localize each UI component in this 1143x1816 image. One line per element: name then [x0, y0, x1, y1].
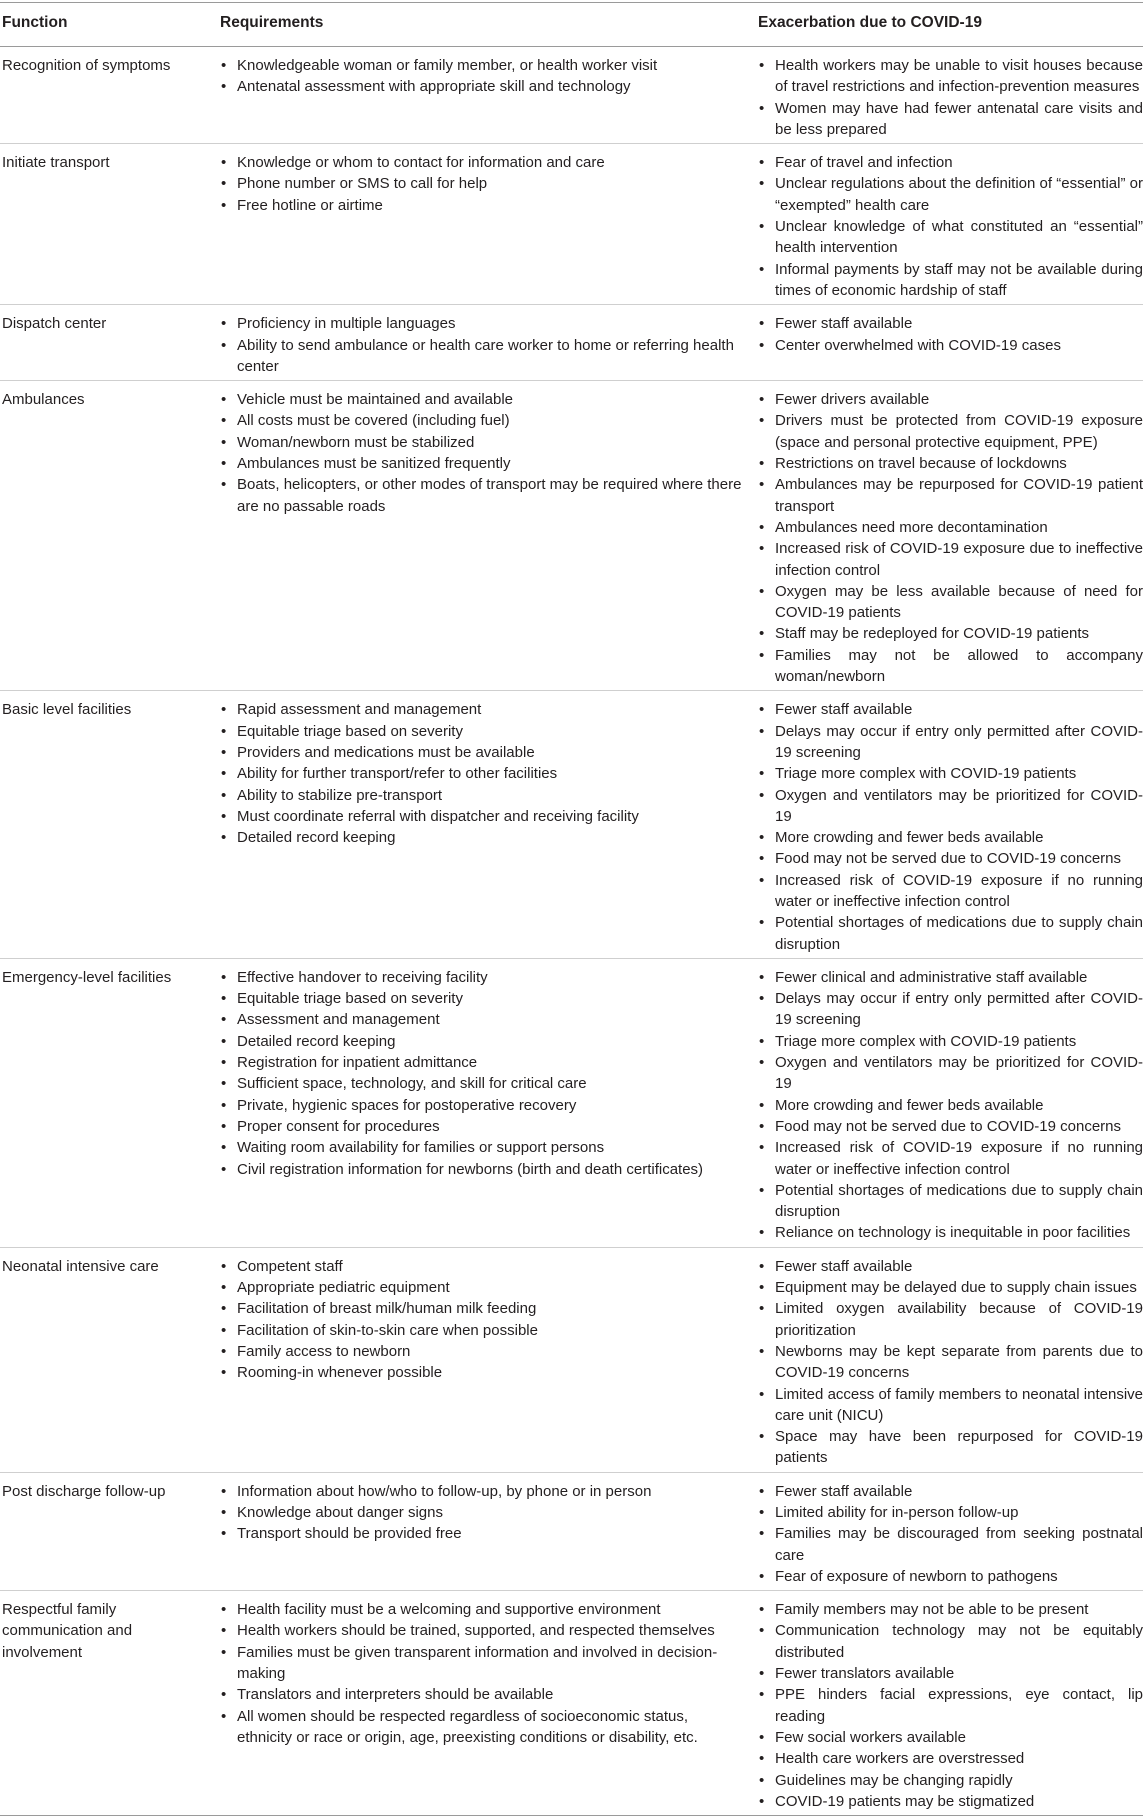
- requirements-item: • Registration for inpatient admittance: [220, 1052, 744, 1073]
- exacerbation-item: • Fewer staff available: [758, 313, 1143, 334]
- requirements-item: • Proficiency in multiple languages: [220, 313, 744, 334]
- requirements-cell: [220, 1247, 758, 1472]
- exacerbation-list: [758, 55, 1143, 140]
- requirements-item: • Rooming-in whenever possible: [220, 1362, 744, 1383]
- exacerbation-list: [758, 313, 1143, 356]
- header-function: Function: [0, 3, 220, 47]
- requirements-item: • Ability for further transport/refer to other facilities: [220, 763, 744, 784]
- table-row: [0, 1591, 1143, 1816]
- requirements-item: • All costs must be covered (including fuel): [220, 410, 744, 431]
- table-header: [0, 3, 1143, 47]
- exacerbation-cell: [758, 1472, 1143, 1590]
- exacerbation-item: • Few social workers available: [758, 1727, 1143, 1748]
- requirements-item: • Family access to newborn: [220, 1341, 744, 1362]
- covid-function-table: [0, 2, 1143, 1816]
- exacerbation-item: • Delays may occur if entry only permitted after COVID-19 screening: [758, 721, 1143, 764]
- exacerbation-item: • Triage more complex with COVID-19 patients: [758, 1031, 1143, 1052]
- exacerbation-item: • Ambulances may be repurposed for COVID-19 patient transport: [758, 474, 1143, 517]
- function-cell: Initiate transport: [0, 144, 220, 305]
- exacerbation-item: • Family members may not be able to be present: [758, 1599, 1143, 1620]
- exacerbation-item: • Limited access of family members to neonatal intensive care unit (NICU): [758, 1384, 1143, 1427]
- exacerbation-item: • Equipment may be delayed due to supply chain issues: [758, 1277, 1143, 1298]
- exacerbation-item: • COVID-19 patients may be stigmatized: [758, 1791, 1143, 1812]
- exacerbation-item: • Delays may occur if entry only permitted after COVID-19 screening: [758, 988, 1143, 1031]
- exacerbation-item: • Staff may be redeployed for COVID-19 patients: [758, 623, 1143, 644]
- exacerbation-item: • Communication technology may not be equitably distributed: [758, 1620, 1143, 1663]
- table-row: [0, 691, 1143, 959]
- exacerbation-item: • Drivers must be protected from COVID-19 exposure (space and personal protective equipment, PPE): [758, 410, 1143, 453]
- exacerbation-item: • Fear of travel and infection: [758, 152, 1143, 173]
- exacerbation-cell: [758, 144, 1143, 305]
- requirements-item: • Free hotline or airtime: [220, 195, 744, 216]
- table-body: [0, 47, 1143, 1816]
- requirements-item: • Ability to send ambulance or health care worker to home or referring health center: [220, 335, 744, 378]
- exacerbation-item: • Unclear regulations about the definition of “essential” or “exempted” health care: [758, 173, 1143, 216]
- exacerbation-item: • Triage more complex with COVID-19 patients: [758, 763, 1143, 784]
- exacerbation-cell: [758, 958, 1143, 1247]
- requirements-item: • Woman/newborn must be stabilized: [220, 432, 744, 453]
- table-row: [0, 47, 1143, 144]
- exacerbation-item: • Food may not be served due to COVID-19 concerns: [758, 848, 1143, 869]
- exacerbation-list: [758, 699, 1143, 955]
- requirements-item: • Appropriate pediatric equipment: [220, 1277, 744, 1298]
- exacerbation-item: • Ambulances need more decontamination: [758, 517, 1143, 538]
- exacerbation-item: • Guidelines may be changing rapidly: [758, 1770, 1143, 1791]
- exacerbation-cell: [758, 47, 1143, 144]
- exacerbation-item: • Increased risk of COVID-19 exposure due to ineffective infection control: [758, 538, 1143, 581]
- requirements-item: • Proper consent for procedures: [220, 1116, 744, 1137]
- requirements-cell: [220, 958, 758, 1247]
- exacerbation-item: • Fewer drivers available: [758, 389, 1143, 410]
- requirements-item: • Civil registration information for newborns (birth and death certificates): [220, 1159, 744, 1180]
- requirements-item: • Detailed record keeping: [220, 827, 744, 848]
- requirements-cell: [220, 144, 758, 305]
- exacerbation-list: [758, 1599, 1143, 1812]
- exacerbation-item: • PPE hinders facial expressions, eye contact, lip reading: [758, 1684, 1143, 1727]
- exacerbation-cell: [758, 381, 1143, 691]
- requirements-item: • Phone number or SMS to call for help: [220, 173, 744, 194]
- exacerbation-list: [758, 1481, 1143, 1587]
- requirements-item: • Effective handover to receiving facility: [220, 967, 744, 988]
- header-row: [0, 3, 1143, 47]
- requirements-item: • Translators and interpreters should be available: [220, 1684, 744, 1705]
- exacerbation-list: [758, 389, 1143, 687]
- requirements-item: • Facilitation of breast milk/human milk feeding: [220, 1298, 744, 1319]
- table-row: [0, 144, 1143, 305]
- table-row: [0, 1247, 1143, 1472]
- requirements-item: • Families must be given transparent information and involved in decision-making: [220, 1642, 744, 1685]
- exacerbation-item: • Increased risk of COVID-19 exposure if no running water or ineffective infection control: [758, 1137, 1143, 1180]
- requirements-item: • Detailed record keeping: [220, 1031, 744, 1052]
- table-row: [0, 1472, 1143, 1590]
- exacerbation-item: • Limited ability for in-person follow-up: [758, 1502, 1143, 1523]
- requirements-item: • Health facility must be a welcoming and supportive environment: [220, 1599, 744, 1620]
- requirements-item: • Knowledgeable woman or family member, or health worker visit: [220, 55, 744, 76]
- exacerbation-list: [758, 152, 1143, 301]
- exacerbation-item: • Fewer clinical and administrative staff available: [758, 967, 1143, 988]
- function-cell: Neonatal intensive care: [0, 1247, 220, 1472]
- function-cell: Emergency-level facilities: [0, 958, 220, 1247]
- exacerbation-item: • Reliance on technology is inequitable in poor facilities: [758, 1222, 1143, 1243]
- exacerbation-list: [758, 1256, 1143, 1469]
- requirements-item: • Information about how/who to follow-up, by phone or in person: [220, 1481, 744, 1502]
- exacerbation-item: • Fewer staff available: [758, 1256, 1143, 1277]
- exacerbation-item: • Space may have been repurposed for COVID-19 patients: [758, 1426, 1143, 1469]
- requirements-item: • Waiting room availability for families or support persons: [220, 1137, 744, 1158]
- exacerbation-item: • Fewer staff available: [758, 699, 1143, 720]
- requirements-item: • Knowledge or whom to contact for information and care: [220, 152, 744, 173]
- exacerbation-item: • More crowding and fewer beds available: [758, 827, 1143, 848]
- exacerbation-item: • Increased risk of COVID-19 exposure if no running water or ineffective infection control: [758, 870, 1143, 913]
- table-row: [0, 958, 1143, 1247]
- requirements-item: • Transport should be provided free: [220, 1523, 744, 1544]
- requirements-list: [220, 1599, 758, 1748]
- requirements-cell: [220, 47, 758, 144]
- function-cell: Basic level facilities: [0, 691, 220, 959]
- requirements-item: • Equitable triage based on severity: [220, 721, 744, 742]
- requirements-list: [220, 152, 758, 216]
- exacerbation-item: • Fewer translators available: [758, 1663, 1143, 1684]
- header-requirements: Requirements: [220, 3, 758, 47]
- exacerbation-item: • Informal payments by staff may not be available during times of economic hardship of staff: [758, 259, 1143, 302]
- exacerbation-cell: [758, 1591, 1143, 1816]
- exacerbation-item: • Food may not be served due to COVID-19 concerns: [758, 1116, 1143, 1137]
- exacerbation-item: • Families may be discouraged from seeking postnatal care: [758, 1523, 1143, 1566]
- requirements-item: • Competent staff: [220, 1256, 744, 1277]
- exacerbation-item: • Fewer staff available: [758, 1481, 1143, 1502]
- requirements-cell: [220, 691, 758, 959]
- header-exacerbation: Exacerbation due to COVID-19: [758, 3, 1143, 47]
- exacerbation-item: • Potential shortages of medications due to supply chain disruption: [758, 1180, 1143, 1223]
- requirements-item: • Boats, helicopters, or other modes of transport may be required where there are no passable roads: [220, 474, 744, 517]
- requirements-list: [220, 1481, 758, 1545]
- exacerbation-cell: [758, 691, 1143, 959]
- exacerbation-item: • Health workers may be unable to visit houses because of travel restrictions and infection-prevention measures: [758, 55, 1143, 98]
- requirements-list: [220, 967, 758, 1180]
- requirements-item: • Must coordinate referral with dispatcher and receiving facility: [220, 806, 744, 827]
- exacerbation-item: • Women may have had fewer antenatal care visits and be less prepared: [758, 98, 1143, 141]
- requirements-list: [220, 699, 758, 848]
- function-cell: Recognition of symptoms: [0, 47, 220, 144]
- exacerbation-item: • More crowding and fewer beds available: [758, 1095, 1143, 1116]
- function-cell: Ambulances: [0, 381, 220, 691]
- table-row: [0, 305, 1143, 381]
- table-row: [0, 381, 1143, 691]
- requirements-cell: [220, 1591, 758, 1816]
- requirements-item: • Equitable triage based on severity: [220, 988, 744, 1009]
- exacerbation-item: • Newborns may be kept separate from parents due to COVID-19 concerns: [758, 1341, 1143, 1384]
- exacerbation-item: • Limited oxygen availability because of COVID-19 prioritization: [758, 1298, 1143, 1341]
- requirements-item: • Antenatal assessment with appropriate skill and technology: [220, 76, 744, 97]
- exacerbation-item: • Center overwhelmed with COVID-19 cases: [758, 335, 1143, 356]
- requirements-list: [220, 389, 758, 517]
- exacerbation-item: • Potential shortages of medications due to supply chain disruption: [758, 912, 1143, 955]
- function-cell: Respectful family communication and involvement: [0, 1591, 220, 1816]
- requirements-item: • Vehicle must be maintained and available: [220, 389, 744, 410]
- exacerbation-cell: [758, 305, 1143, 381]
- requirements-item: • All women should be respected regardless of socioeconomic status, ethnicity or race or origin, age, preexisting conditions or disability, etc.: [220, 1706, 744, 1749]
- exacerbation-item: • Families may not be allowed to accompany woman/newborn: [758, 645, 1143, 688]
- function-cell: Dispatch center: [0, 305, 220, 381]
- requirements-item: • Rapid assessment and management: [220, 699, 744, 720]
- requirements-list: [220, 55, 758, 98]
- requirements-item: • Sufficient space, technology, and skill for critical care: [220, 1073, 744, 1094]
- requirements-cell: [220, 305, 758, 381]
- requirements-item: • Ability to stabilize pre-transport: [220, 785, 744, 806]
- requirements-item: • Providers and medications must be available: [220, 742, 744, 763]
- exacerbation-item: • Health care workers are overstressed: [758, 1748, 1143, 1769]
- requirements-list: [220, 1256, 758, 1384]
- requirements-item: • Assessment and management: [220, 1009, 744, 1030]
- exacerbation-item: • Oxygen and ventilators may be prioritized for COVID-19: [758, 785, 1143, 828]
- requirements-cell: [220, 1472, 758, 1590]
- exacerbation-item: • Restrictions on travel because of lockdowns: [758, 453, 1143, 474]
- requirements-item: • Knowledge about danger signs: [220, 1502, 744, 1523]
- exacerbation-item: • Fear of exposure of newborn to pathogens: [758, 1566, 1143, 1587]
- exacerbation-item: • Unclear knowledge of what constituted an “essential” health intervention: [758, 216, 1143, 259]
- requirements-list: [220, 313, 758, 377]
- requirements-item: • Health workers should be trained, supported, and respected themselves: [220, 1620, 744, 1641]
- requirements-cell: [220, 381, 758, 691]
- requirements-item: • Private, hygienic spaces for postoperative recovery: [220, 1095, 744, 1116]
- requirements-item: • Ambulances must be sanitized frequently: [220, 453, 744, 474]
- exacerbation-cell: [758, 1247, 1143, 1472]
- requirements-item: • Facilitation of skin-to-skin care when possible: [220, 1320, 744, 1341]
- exacerbation-list: [758, 967, 1143, 1244]
- exacerbation-item: • Oxygen and ventilators may be prioritized for COVID-19: [758, 1052, 1143, 1095]
- function-cell: Post discharge follow-up: [0, 1472, 220, 1590]
- exacerbation-item: • Oxygen may be less available because of need for COVID-19 patients: [758, 581, 1143, 624]
